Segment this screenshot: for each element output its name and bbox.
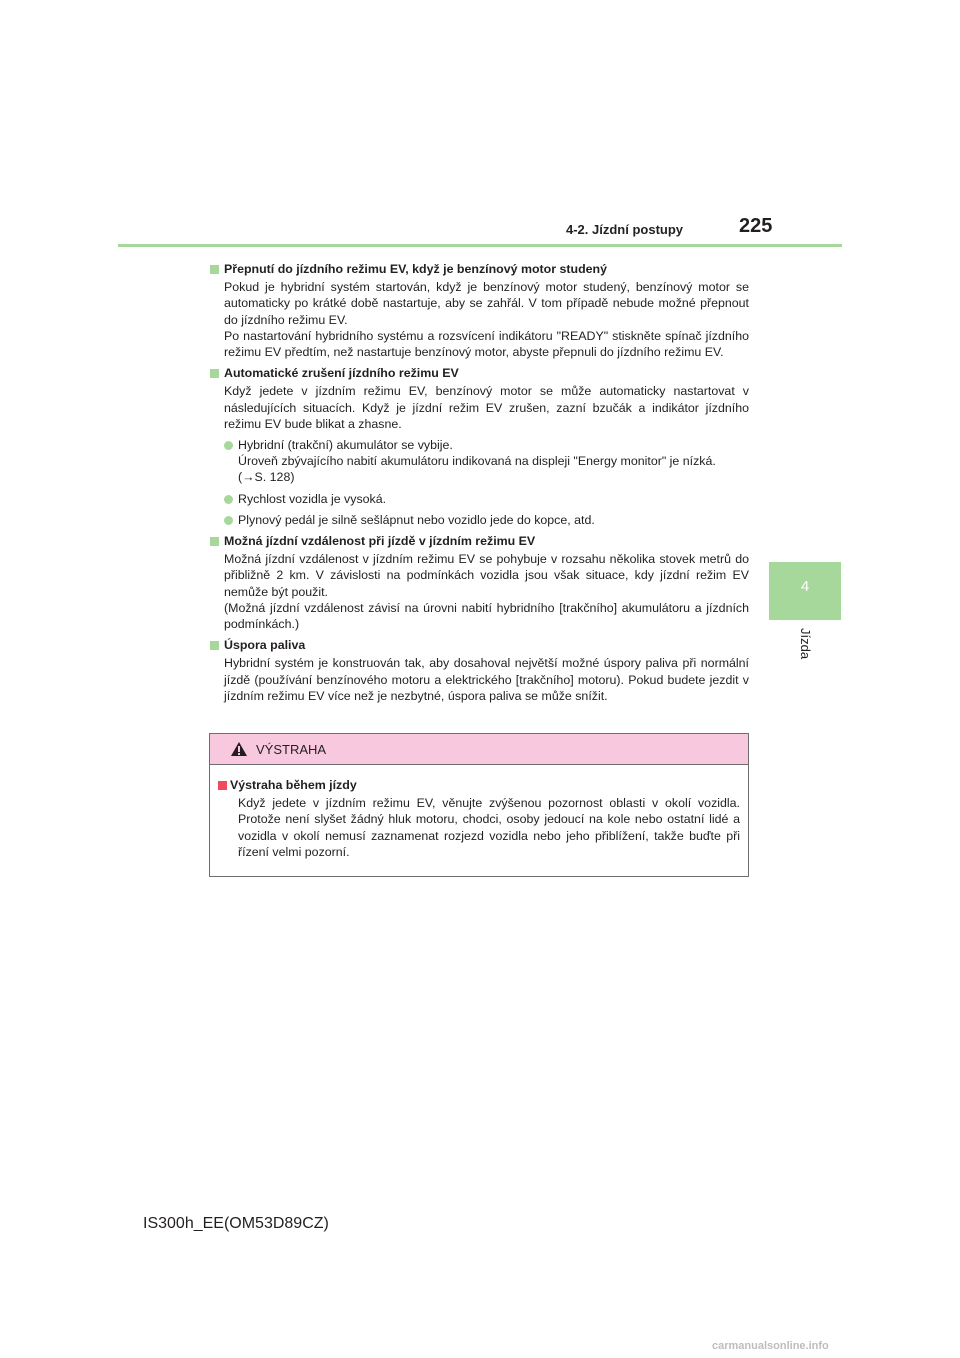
chapter-label: Jízda [798, 628, 813, 660]
paragraph: Když jedete v jízdním režimu EV, benzínový motor se může automaticky nastartovat v následujících situacích. Když je jízdní režim EV zrušen, zazní bzučák a indikátor jízdního režimu EV bude blikat a zhasne. [224, 384, 749, 431]
watermark: carmanualsonline.info [712, 1340, 829, 1352]
warning-title: VÝSTRAHA [256, 741, 327, 757]
section-title: 4-2. Jízdní postupy [566, 222, 684, 237]
warning-header [210, 734, 748, 765]
chapter-tab[interactable]: 4 [769, 562, 841, 620]
paragraph: Po nastartování hybridního systému a rozsvícení indikátoru "READY" stiskněte spínač jízdního režimu EV předtím, než nastartuje benzínový motor, abyste přepnuli do jízdního režimu EV. [224, 328, 749, 360]
list-item: Plynový pedál je silně sešlápnut nebo vozidlo jede do kopce, atd. [209, 512, 749, 528]
circle-bullet-icon [224, 441, 233, 450]
circle-bullet-icon [224, 495, 233, 504]
section-heading: Možná jízdní vzdálenost při jízdě v jízdním režimu EV [209, 533, 749, 549]
bullet-detail: Úroveň zbývajícího nabití akumulátoru indikovaná na displeji "Energy monitor" je nízká. [238, 454, 716, 469]
page-reference-link[interactable]: (→S. 128) [238, 470, 295, 485]
paragraph: Možná jízdní vzdálenost v jízdním režimu EV se pohybuje v rozsahu několika stovek metrů do přibližně 2 km. V závislosti na podmínkách vozidla jsou však situace, kdy jízdní režim EV nemůže být použit. [224, 552, 749, 599]
square-bullet-icon [210, 265, 219, 274]
warning-heading: Výstraha během jízdy [218, 777, 740, 793]
list-item: Hybridní (trakční) akumulátor se vybije. Úroveň zbývajícího nabití akumulátoru indikovaná na displeji "Energy monitor" je nízká. (→S. 128) [209, 437, 749, 486]
section-heading: Přepnutí do jízdního režimu EV, když je benzínový motor studený [209, 261, 749, 277]
section-heading: Automatické zrušení jízdního režimu EV [209, 365, 749, 381]
paragraph: Hybridní systém je konstruován tak, aby dosahoval největší možné úspory paliva při normální jízdě (používání benzínového motoru a elektrického [trakčního] motoru). Pokud budete jezdit v jízdním režimu EV více než je nezbytné, úspora paliva se může snížit. [224, 656, 749, 703]
section-heading: Úspora paliva [209, 637, 749, 653]
model-code: IS300h_EE(OM53D89CZ) [143, 1215, 329, 1232]
warning-body [210, 765, 748, 860]
warning-triangle-icon [230, 741, 248, 757]
square-bullet-icon [218, 781, 227, 790]
square-bullet-icon [210, 369, 219, 378]
paragraph: (Možná jízdní vzdálenost závisí na úrovni nabití hybridního [trakčního] akumulátoru a jízdních podmínkách.) [224, 600, 749, 632]
warning-box [209, 733, 749, 877]
circle-bullet-icon [224, 516, 233, 525]
warning-text: Když jedete v jízdním režimu EV, věnujte zvýšenou pozornost oblasti v okolí vozidla. Protože není slyšet žádný hluk motoru, chodci, osoby jedoucí na kole nebo ostatní lidé a vozidla v okolí nemusí zaznamenat rozjezd vozidla nebo jeho přiblížení, takže buďte při řízení velmi pozorní. [238, 796, 740, 859]
page-number: 225 [739, 215, 773, 237]
main-content [209, 256, 749, 707]
square-bullet-icon [210, 641, 219, 650]
square-bullet-icon [210, 537, 219, 546]
paragraph: Pokud je hybridní systém startován, když je benzínový motor studený, benzínový motor se automaticky po krátké době nastartuje, aby se zahřál. V tom případě nebude možné přepnout do jízdního režimu EV. [224, 280, 749, 327]
list-item: Rychlost vozidla je vysoká. [209, 491, 749, 507]
header-rule [118, 244, 842, 247]
